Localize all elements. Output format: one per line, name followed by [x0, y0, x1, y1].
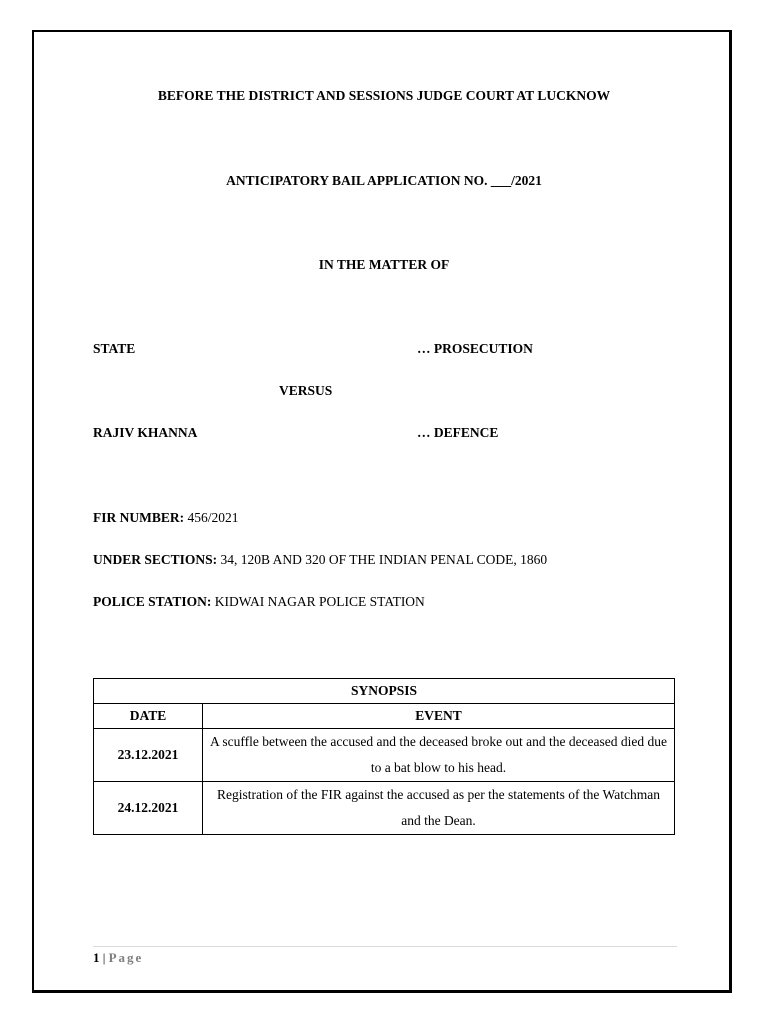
footer-separator: | [99, 950, 109, 965]
synopsis-title: SYNOPSIS [94, 679, 675, 704]
sections-line [93, 552, 547, 568]
police-station-label: POLICE STATION: [93, 594, 212, 609]
synopsis-table [93, 678, 675, 835]
table-row [94, 782, 675, 835]
application-title: ANTICIPATORY BAIL APPLICATION NO. ___/2021 [226, 173, 542, 188]
police-station-line [93, 594, 425, 610]
sections-label: UNDER SECTIONS: [93, 552, 218, 567]
date-column-header: DATE [94, 704, 203, 729]
row-event: A scuffle between the accused and the deceased broke out and the deceased died due to a bat blow to his head. [203, 729, 675, 782]
second-party: RAJIV KHANNA [93, 425, 198, 440]
first-party: STATE [93, 341, 136, 356]
table-row [94, 729, 675, 782]
court-heading: BEFORE THE DISTRICT AND SESSIONS JUDGE COURT AT LUCKNOW [157, 88, 611, 103]
row-event: Registration of the FIR against the accused as per the statements of the Watchman and the Dean. [203, 782, 675, 835]
synopsis-title-row [94, 679, 675, 704]
second-party-role: … DEFENCE [417, 425, 499, 440]
fir-number-value: 456/2021 [184, 510, 239, 525]
row-date: 23.12.2021 [94, 729, 203, 782]
footer-divider [93, 946, 677, 947]
synopsis-header-row [94, 704, 675, 729]
versus-label: VERSUS [279, 383, 333, 398]
sections-value: 34, 120B AND 320 OF THE INDIAN PENAL CODE, 1860 [217, 552, 548, 567]
row-date: 24.12.2021 [94, 782, 203, 835]
police-station-value: KIDWAI NAGAR POLICE STATION [211, 594, 425, 609]
matter-heading: IN THE MATTER OF [318, 257, 450, 272]
page-word: Page [108, 950, 144, 965]
fir-number-label: FIR NUMBER: [93, 510, 185, 525]
first-party-role: … PROSECUTION [417, 341, 533, 356]
page-number: 1 [93, 950, 100, 965]
page-footer [93, 950, 143, 966]
fir-number-line [93, 510, 239, 526]
event-column-header: EVENT [203, 704, 675, 729]
